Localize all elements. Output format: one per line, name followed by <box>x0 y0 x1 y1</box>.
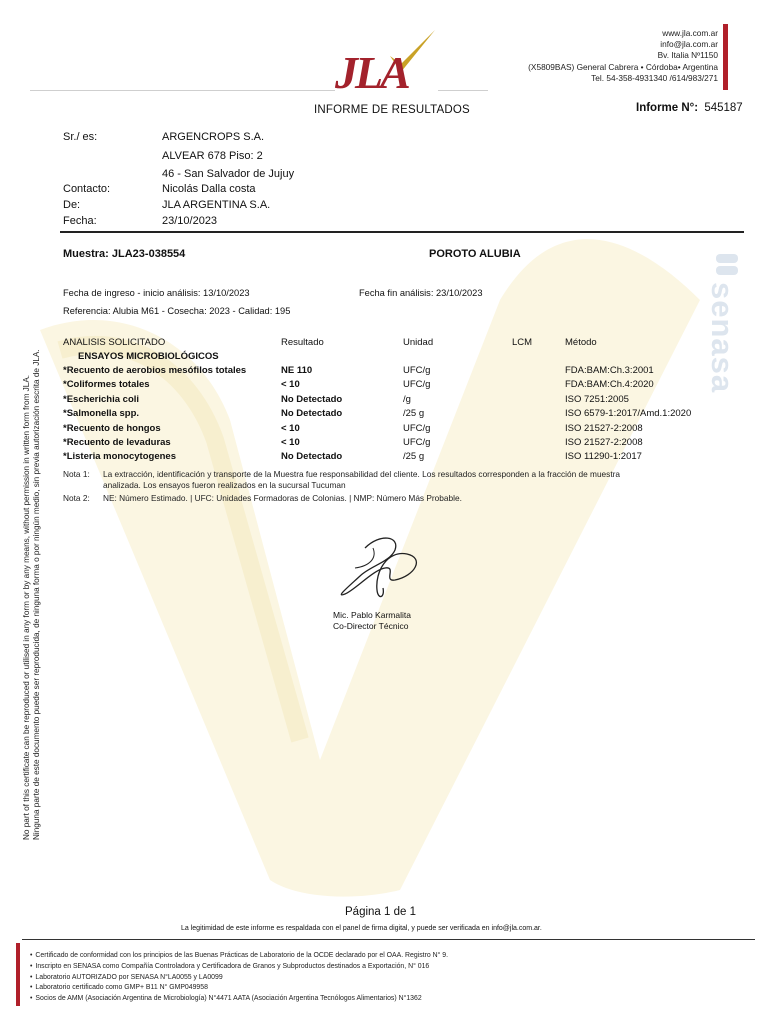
sample-id-value: JLA23-038554 <box>111 248 186 260</box>
senasa-logo <box>705 250 742 394</box>
accreditation-item: • Laboratorio AUTORIZADO por SENASA N°LA0055 y LA0099 <box>30 973 448 984</box>
table-row <box>63 365 723 379</box>
legitimacy-note: La legitimidad de este informe es respaldada con el panel de firma digital, y puede ser verificada en info@jla.com.ar. <box>181 925 542 932</box>
row-method: ISO 11290-1:2017 <box>565 451 642 462</box>
header-line-left <box>30 90 335 91</box>
row-result: < 10 <box>281 437 300 448</box>
note-2-label: Nota 2: <box>63 493 90 503</box>
logo-text: JLA <box>335 47 408 98</box>
contact-block <box>528 28 718 84</box>
header-line-right <box>438 90 488 91</box>
row-unit: UFC/g <box>403 423 431 434</box>
sample-start-date: Fecha de ingreso - inicio análisis: 13/10/2023 <box>63 288 250 298</box>
accreditation-item: • Laboratorio certificado como GMP+ B11 N° GMP049958 <box>30 983 448 994</box>
note-1-line-1: La extracción, identificación y transporte de la Muestra fue responsabilidad del cliente. Los resultados corresponden a la fracción de muestra <box>103 469 621 479</box>
table-row <box>63 423 723 437</box>
contact-street: Bv. Italia Nº1150 <box>657 50 718 61</box>
copyright-spanish: Ninguna parte de este documento puede ser reproducida, de ninguna forma o por ningún medio, sin previa autorización escrita de JLA. <box>31 349 41 840</box>
row-unit: UFC/g <box>403 379 431 390</box>
date-value: 23/10/2023 <box>162 215 218 227</box>
report-number <box>636 102 743 114</box>
row-analysis: *Listeria monocytogenes <box>63 451 176 462</box>
sample-label: Muestra: <box>63 248 109 260</box>
company-logo <box>335 28 440 96</box>
row-analysis: *Recuento de hongos <box>63 423 161 434</box>
table-section-title: ENSAYOS MICROBIOLÓGICOS <box>78 351 219 362</box>
row-method: FDA:BAM:Ch.4:2020 <box>565 379 654 390</box>
row-analysis: *Coliformes totales <box>63 379 150 390</box>
contact-email: info@jla.com.ar <box>660 39 718 50</box>
report-number-value: 545187 <box>704 102 743 114</box>
row-analysis: *Escherichia coli <box>63 394 140 405</box>
footer-divider <box>22 939 755 940</box>
row-analysis: *Recuento de aerobios mesófilos totales <box>63 365 247 376</box>
client-label: Sr./ es: <box>63 131 98 143</box>
table-row <box>63 408 723 422</box>
header-unit: Unidad <box>403 337 434 348</box>
row-method: ISO 7251:2005 <box>565 394 629 405</box>
row-unit: /g <box>403 394 411 405</box>
table-row <box>63 437 723 451</box>
note-1-line-2: analizada. Los ensayos fueron realizados en la sucursal Tucuman <box>103 480 346 490</box>
copyright-vertical-text <box>22 349 41 840</box>
client-address-2: 46 - San Salvador de Jujuy <box>162 168 295 180</box>
row-unit: /25 g <box>403 408 425 419</box>
header-red-bar <box>723 24 728 90</box>
row-method: FDA:BAM:Ch.3:2001 <box>565 365 654 376</box>
accreditation-item: • Socios de AMM (Asociación Argentina de Microbiología) N°4471 AATA (Asociación Argentina Tecnólogos Alimentarios) N°1362 <box>30 994 448 1005</box>
table-row <box>63 394 723 408</box>
row-result: NE 110 <box>281 365 313 376</box>
from-value: JLA ARGENTINA S.A. <box>162 199 271 211</box>
row-method: ISO 6579-1:2017/Amd.1:2020 <box>565 408 692 419</box>
row-unit: /25 g <box>403 451 425 462</box>
sample-end-date: Fecha fin análisis: 23/10/2023 <box>359 288 483 298</box>
copyright-english: No part of this certificate can be reproduced or utilised in any form or by any means, without permission in written form from JLA. <box>22 374 31 840</box>
note-2-text: NE: Número Estimado. | UFC: Unidades Formadoras de Colonias. | NMP: Número Más Probable. <box>103 493 462 503</box>
accreditation-item: • Inscripto en SENASA como Compañía Controladora y Certificadora de Granos y Subproductos destinados a Exportación, N° 016 <box>30 962 448 973</box>
client-company: ARGENCROPS S.A. <box>162 131 265 143</box>
row-result: No Detectado <box>281 451 343 462</box>
header-method: Método <box>565 337 597 348</box>
report-number-label: Informe N°: <box>636 102 699 114</box>
table-row <box>63 379 723 393</box>
contact-phone: Tel. 54-358-4931340 /614/983/271 <box>591 72 718 83</box>
header-result: Resultado <box>281 337 324 348</box>
signatory-name: Mic. Pablo Karmalita <box>333 610 411 620</box>
sample-product: POROTO ALUBIA <box>429 248 521 260</box>
table-header <box>63 337 723 351</box>
contact-city: (X5809BAS) General Cabrera • Córdoba• Argentina <box>528 61 718 72</box>
senasa-icon <box>712 250 742 280</box>
header-analysis: ANALISIS SOLICITADO <box>63 337 166 348</box>
section-divider <box>60 231 744 233</box>
row-analysis: *Recuento de levaduras <box>63 437 171 448</box>
row-analysis: *Salmonella spp. <box>63 408 140 419</box>
senasa-wordmark: senasa <box>705 282 740 394</box>
contact-label: Contacto: <box>63 183 111 195</box>
row-result: No Detectado <box>281 408 343 419</box>
row-method: ISO 21527-2:2008 <box>565 423 643 434</box>
contact-website: www.jla.com.ar <box>662 28 718 38</box>
row-result: No Detectado <box>281 394 343 405</box>
row-method: ISO 21527-2:2008 <box>565 437 643 448</box>
signatory-role: Co-Director Técnico <box>333 621 409 631</box>
row-result: < 10 <box>281 379 300 390</box>
accreditation-item: • Certificado de conformidad con los principios de las Buenas Prácticas de Laboratorio de la OCDE declarado por el OAA. Registro N° 9. <box>30 951 448 962</box>
page-number: Página 1 de 1 <box>345 906 416 918</box>
sample-reference: Referencia: Alubia M61 - Cosecha: 2023 - Calidad: 195 <box>63 306 291 316</box>
row-unit: UFC/g <box>403 365 431 376</box>
contact-value: Nicolás Dalla costa <box>162 183 256 195</box>
row-result: < 10 <box>281 423 300 434</box>
table-row <box>63 451 723 465</box>
note-1-label: Nota 1: <box>63 469 90 479</box>
client-address-1: ALVEAR 678 Piso: 2 <box>162 150 263 162</box>
sample-id <box>63 248 185 260</box>
report-title: INFORME DE RESULTADOS <box>314 104 470 116</box>
header-lcm: LCM <box>512 337 533 348</box>
accreditations-list <box>30 951 448 1005</box>
footer-red-bar <box>16 943 20 1006</box>
date-label: Fecha: <box>63 215 97 227</box>
signature-image <box>325 528 435 608</box>
row-unit: UFC/g <box>403 437 431 448</box>
from-label: De: <box>63 199 81 211</box>
